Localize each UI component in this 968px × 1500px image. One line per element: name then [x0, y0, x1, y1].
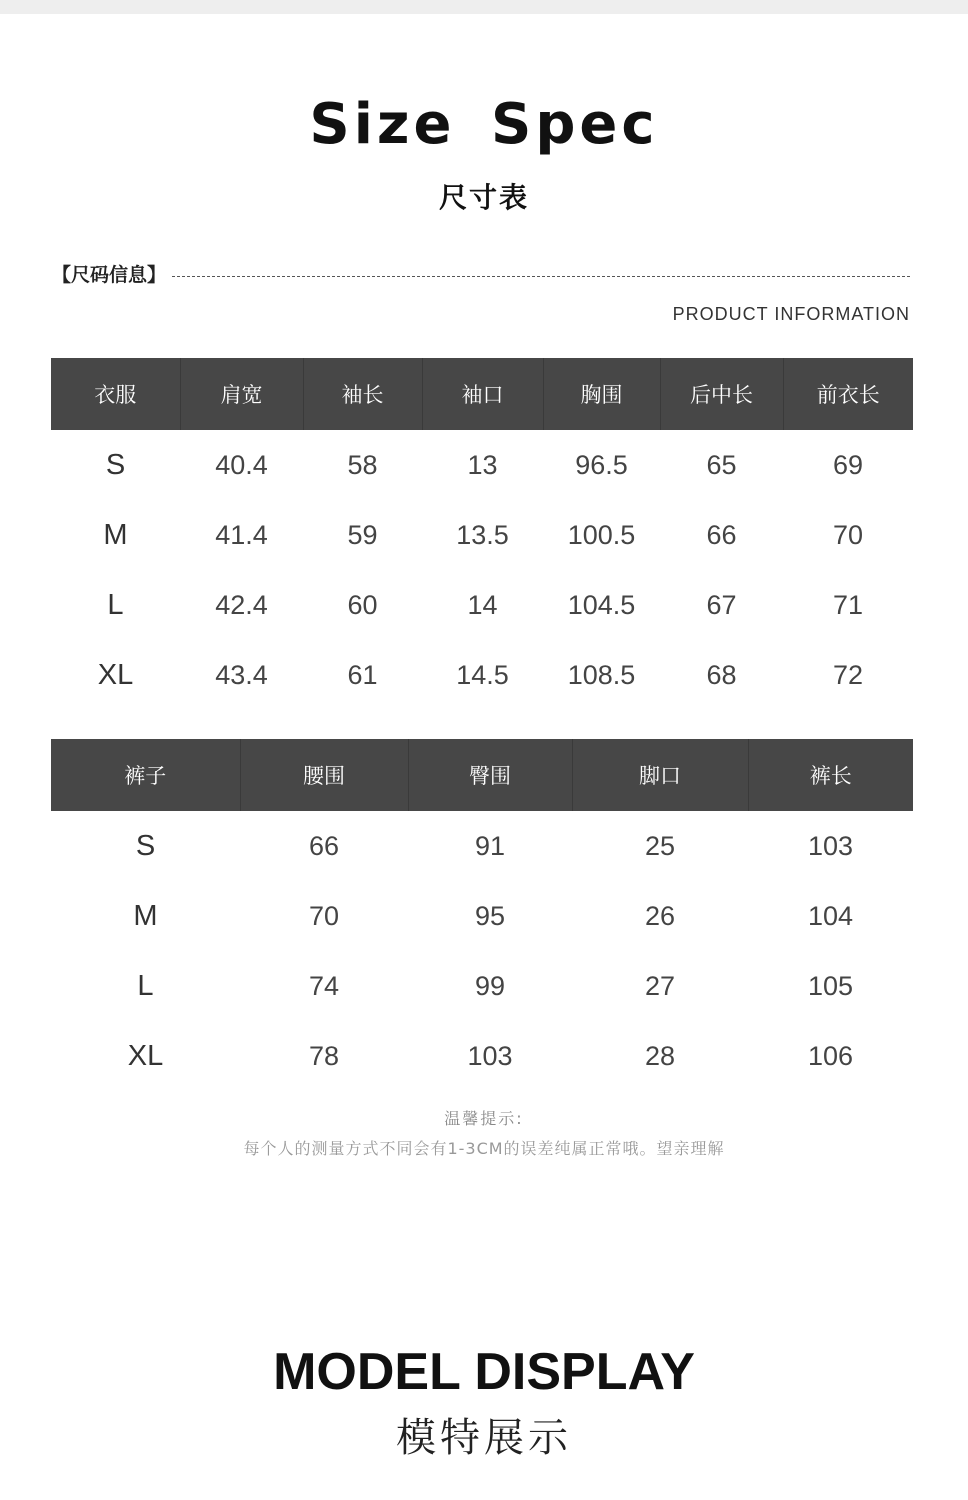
measurement-cell: 40.4: [215, 449, 268, 480]
table-row: [51, 640, 913, 710]
table-header-row: [51, 739, 913, 811]
column-header: 袖口: [422, 358, 543, 430]
measurement-cell: 104: [807, 900, 854, 931]
size-spec-subtitle: 尺寸表: [438, 181, 529, 214]
column-header: 裤子: [51, 739, 240, 811]
table-row: [51, 570, 913, 640]
tip-text: 每个人的测量方式不同会有1-3CM的误差纯属正常哦。望亲理解: [243, 1139, 725, 1158]
column-header: 胸围: [543, 358, 660, 430]
table-row: [51, 951, 913, 1021]
size-cell: L: [137, 969, 154, 1002]
measurement-cell: 74: [308, 970, 340, 1001]
measurement-cell: 91: [474, 830, 506, 861]
measurement-cell: 41.4: [215, 519, 268, 550]
tops-size-table: [51, 358, 913, 710]
measurement-cell: 103: [467, 1040, 513, 1071]
size-cell: M: [103, 518, 128, 551]
measurement-cell: 13.5: [456, 519, 509, 550]
measurement-cell: 78: [308, 1040, 340, 1071]
column-header: 衣服: [51, 358, 180, 430]
tip-title: 温馨提示:: [444, 1109, 524, 1128]
measurement-cell: 70: [832, 519, 864, 550]
measurement-cell: 25: [644, 830, 676, 861]
column-header: 腰围: [240, 739, 408, 811]
size-cell: M: [133, 899, 158, 932]
size-info-label: 【尺码信息】: [52, 263, 167, 286]
measurement-cell: 69: [832, 449, 864, 480]
measurement-cell: 96.5: [575, 449, 628, 480]
measurement-cell: 27: [644, 970, 676, 1001]
dashed-divider: [172, 276, 910, 277]
measurement-cell: 105: [807, 970, 854, 1001]
measurement-cell: 28: [644, 1040, 676, 1071]
measurement-cell: 26: [644, 900, 676, 931]
column-header: 脚口: [572, 739, 748, 811]
table-header-row: [51, 358, 913, 430]
measurement-cell: 59: [347, 519, 378, 550]
measurement-cell: 65: [706, 449, 737, 480]
column-header: 前衣长: [783, 358, 913, 430]
measurement-cell: 58: [347, 449, 378, 480]
product-information-label: PRODUCT INFORMATION: [672, 304, 910, 324]
measurement-cell: 14: [467, 589, 498, 620]
column-header: 臀围: [408, 739, 572, 811]
measurement-cell: 68: [706, 659, 737, 690]
measurement-cell: 100.5: [567, 519, 636, 550]
column-header: 袖长: [303, 358, 422, 430]
table-row: [51, 1021, 913, 1091]
top-bar: [0, 0, 968, 14]
size-cell: L: [107, 588, 124, 621]
measurement-cell: 95: [474, 900, 506, 931]
table-row: [51, 811, 913, 881]
measurement-cell: 43.4: [215, 659, 268, 690]
measurement-cell: 60: [347, 589, 378, 620]
measurement-cell: 99: [474, 970, 506, 1001]
column-header: 裤长: [748, 739, 913, 811]
measurement-cell: 71: [832, 589, 864, 620]
measurement-cell: 108.5: [567, 659, 636, 690]
model-display-title: MODEL DISPLAY: [273, 1343, 695, 1401]
pants-size-table: [51, 739, 913, 1091]
measurement-cell: 72: [832, 659, 864, 690]
size-cell: XL: [127, 1039, 164, 1072]
column-header: 后中长: [660, 358, 783, 430]
measurement-cell: 67: [706, 589, 737, 620]
size-cell: XL: [97, 658, 134, 691]
measurement-cell: 66: [706, 519, 737, 550]
measurement-cell: 61: [347, 659, 378, 690]
table-row: [51, 500, 913, 570]
model-display-subtitle: 模特展示: [396, 1415, 572, 1461]
table-row: [51, 881, 913, 951]
size-info-row: [52, 258, 910, 288]
measurement-cell: 66: [308, 830, 340, 861]
size-cell: S: [135, 829, 156, 862]
size-cell: S: [105, 448, 126, 481]
measurement-cell: 106: [807, 1040, 854, 1071]
measurement-cell: 14.5: [456, 659, 509, 690]
measurement-cell: 104.5: [567, 589, 636, 620]
measurement-cell: 42.4: [215, 589, 268, 620]
measurement-cell: 103: [807, 830, 854, 861]
measurement-cell: 70: [308, 900, 340, 931]
measurement-cell: 13: [467, 449, 498, 480]
table-row: [51, 430, 913, 500]
column-header: 肩宽: [180, 358, 303, 430]
size-spec-title: Size Spec: [309, 92, 659, 157]
